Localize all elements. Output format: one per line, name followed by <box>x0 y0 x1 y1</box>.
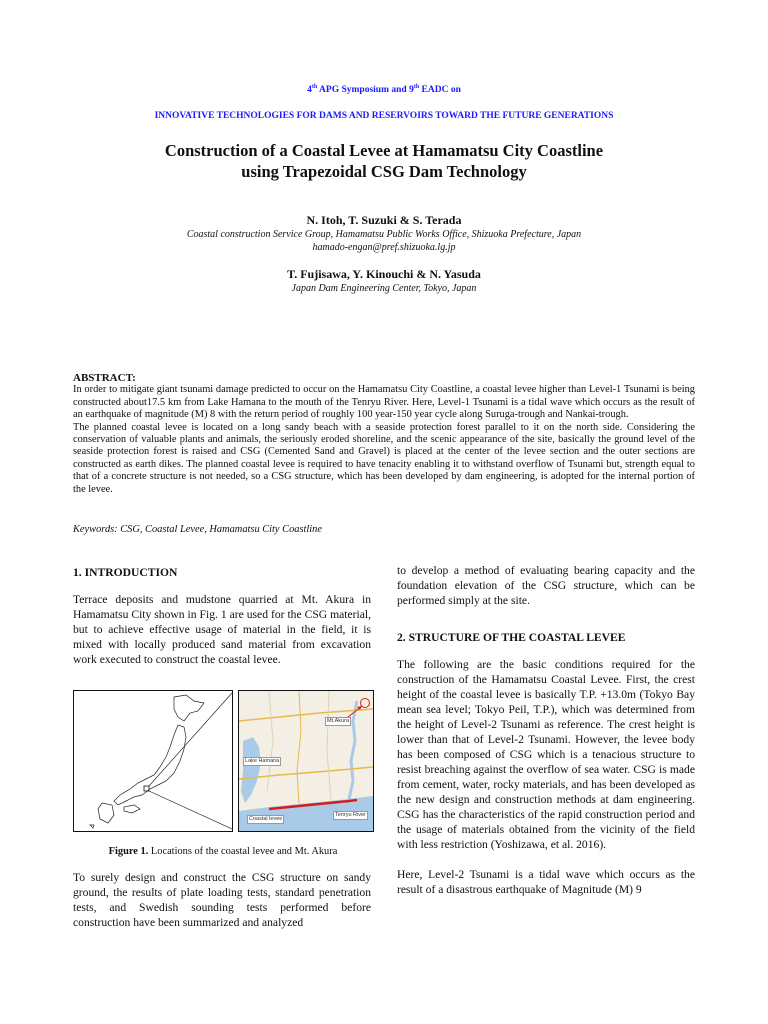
keywords: Keywords: CSG, Coastal Levee, Hamamatsu City Coastline <box>73 524 322 535</box>
introduction-continuation: to develop a method of evaluating bearing capacity and the foundation elevation of the CSG structure, which can be performed simply at the site. <box>397 564 695 607</box>
map-label-mt-akura: Mt.Akura <box>327 718 350 724</box>
introduction-continued <box>73 870 371 930</box>
structure-paragraph-2: Here, Level-2 Tsunami is a tidal wave which occurs as the result of a disastrous earthquake of Magnitude (M) 9 <box>397 868 695 896</box>
abstract-paragraph-2: The planned coastal levee is located on a long sandy beach with a seaside protection forest parallel to it on the north side. Considering the conservation of valuable plants and animals, the seriously eroded shoreline, and the scenic appearance of the site, basically the ground level of the seaside protection forest is raised and CSG (Cemented Sand and Gravel) is placed at the center of the levee section and the outer sections are constructed as earth dikes. The planned coastal levee is required to have tenacity enabling it to withstand overflow of Tsunami but, strength equal to that of a concrete structure is not needed, so a CSG structure, which has been developed by dam engineering, is adopted for the internal portion of the levee. <box>73 421 695 495</box>
structure-paragraph-1: The following are the basic conditions required for the construction of the Hamamatsu Coastal Levee. First, the crest height of the coastal levee is basically T.P. +13.0m (Tokyo Bay mean sea level; Tokyo Peil, T.P.), which was determined from the height of Level-2 Tsunami as reference. The crest height is lower than that of Level-2 Tsunami. However, the levee body has been composed of CSG which is a tenacious structure to resist breaching against the overflow of sea water. CSG is made from cement, water, rocky materials, and has been developed as the new design and construction methods at dam engineering. CSG has the characteristics of the rapid construction period and the usage of materials obtained from the vicinity of the field with less restriction (Yoshizawa, et al. 2016). <box>397 658 695 851</box>
local-map <box>238 690 374 832</box>
japan-outline <box>74 691 232 831</box>
section-heading-introduction: 1. INTRODUCTION <box>73 566 178 579</box>
author-group-2: T. Fujisawa, Y. Kinouchi & N. Yasuda <box>287 267 481 281</box>
introduction-paragraph-1: Terrace deposits and mudstone quarried at Mt. Akura in Hamamatsu City shown in Fig. 1 are used for the CSG material, but to achieve effective usage of material in the field, it is mixed with locally produced sand material from excavation work executed to construct the coastal levee. <box>73 593 371 666</box>
japan-map <box>73 690 233 832</box>
abstract-paragraph-1: In order to mitigate giant tsunami damage predicted to occur on the Hamamatsu City Coastline, a coastal levee higher than Level-1 Tsunami is being constructed about17.5 km from Lake Hamana to the mouth of the Tenryu River. Here, Level-1 Tsunami is a tidal wave which occurs as the result of an earthquake of magnitude (M) 8 with the return period of roughly 100 year-150 year cycle along Suruga-trough and Nankai-trough. <box>73 384 695 421</box>
map-label-tenryu-river: Tenryu River <box>335 812 366 818</box>
abstract-heading: ABSTRACT: <box>73 372 136 384</box>
abstract <box>73 372 695 496</box>
right-column <box>397 563 695 897</box>
section-heading-structure: 2. STRUCTURE OF THE COASTAL LEVEE <box>397 631 626 644</box>
map-label-coastal-levee: Coastal levee <box>249 816 283 822</box>
affiliation-2: Japan Dam Engineering Center, Tokyo, Japan <box>291 283 477 294</box>
map-label-lake-hamana: Lake Hamana <box>245 758 280 764</box>
author-group-1: N. Itoh, T. Suzuki & S. Terada <box>306 213 462 227</box>
figure-caption: Figure 1. Locations of the coastal levee and Mt. Akura <box>108 846 338 857</box>
affiliation-1: Coastal construction Service Group, Hamamatsu Public Works Office, Shizuoka Prefecture, Japan hamado-engan@pref.shizuoka.lg.jp <box>0 229 768 254</box>
paper-title: Construction of a Coastal Levee at Hamamatsu City Coastline using Trapezoidal CSG Dam Technology <box>164 141 604 181</box>
conference-name: 4th APG Symposium and 9th EADC on <box>307 84 461 96</box>
email-link[interactable]: hamado-engan@pref.shizuoka.lg.jp <box>312 241 456 253</box>
introduction-section <box>73 565 371 667</box>
conference-theme: INNOVATIVE TECHNOLOGIES FOR DAMS AND RESERVOIRS TOWARD THE FUTURE GENERATIONS <box>154 111 614 121</box>
introduction-paragraph-2: To surely design and construct the CSG structure on sandy ground, the results of plate loading tests, standard penetration tests, and Swedish sounding tests performed before construction have been summarized and analyzed <box>73 871 371 929</box>
